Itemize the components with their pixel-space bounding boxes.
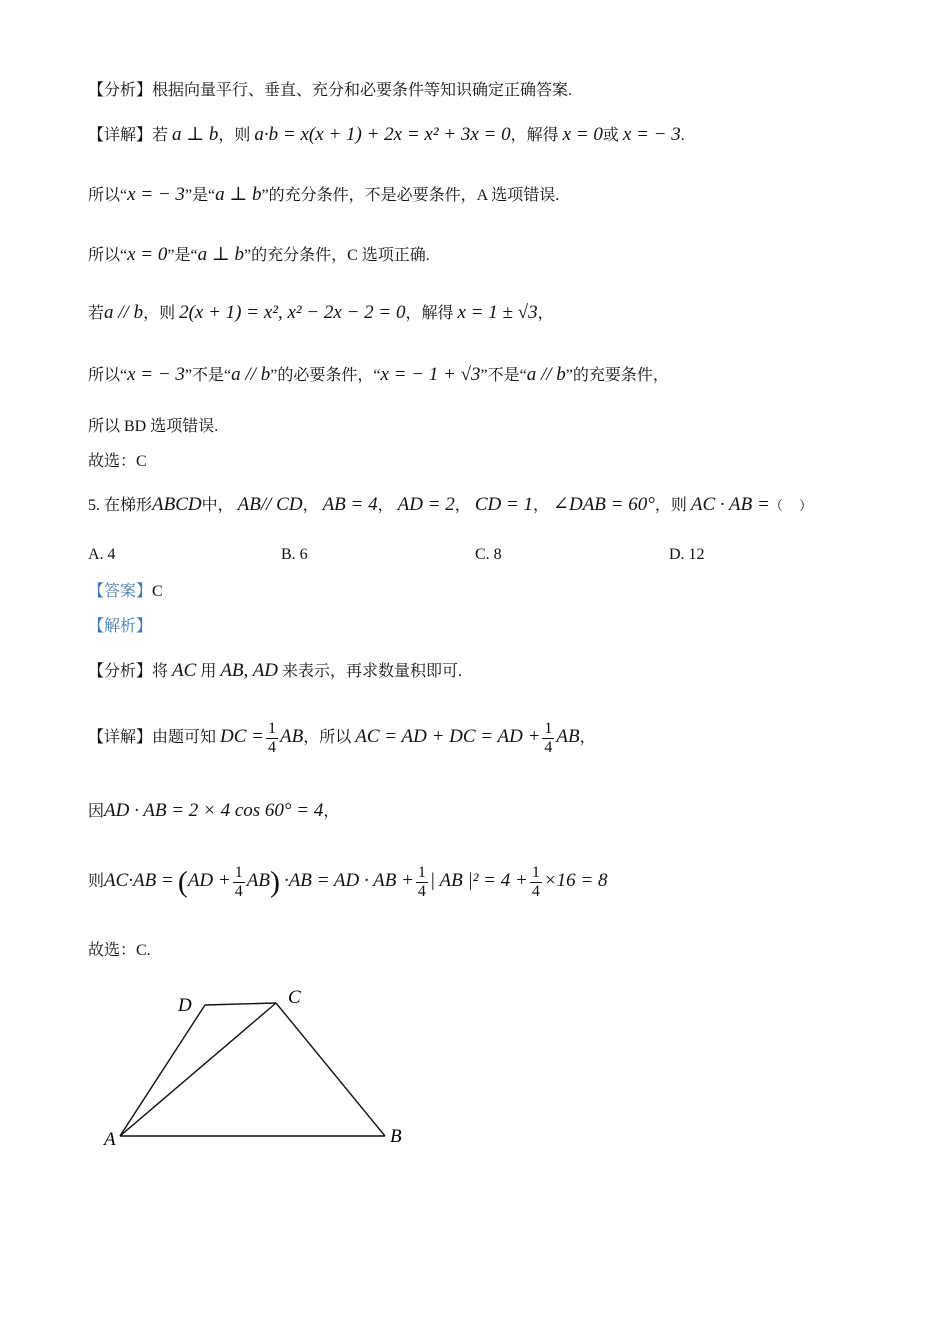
math-x2: x = − 1 + √3 <box>380 364 481 385</box>
math-rest: ×16 = 8 <box>543 870 608 892</box>
q5-detail-3 <box>88 864 607 901</box>
option-a: A. 4 <box>88 546 116 563</box>
fraction <box>233 864 245 901</box>
math-cond: a ⊥ b <box>215 184 262 205</box>
text: ，则 <box>654 497 687 514</box>
detail-tag: 【详解】 <box>88 127 153 144</box>
label-a: A <box>104 1129 116 1150</box>
text: 则 <box>88 873 105 891</box>
text: ”不是“ <box>184 367 232 384</box>
q4-line-6: 所以 BD 选项错误. <box>88 418 219 435</box>
text: 因 <box>88 803 105 820</box>
label-d: D <box>178 995 192 1016</box>
text: 中， <box>201 497 234 514</box>
text: ， <box>537 305 554 322</box>
frac-den: 4 <box>268 739 276 756</box>
math-eq: 2(x + 1) = x², x² − 2x − 2 = 0 <box>179 302 406 323</box>
q4-detail-line <box>88 124 685 147</box>
text: 若 <box>88 305 105 322</box>
math-ab: AB <box>246 870 270 892</box>
math-c5: ∠DAB = 60° <box>553 494 655 515</box>
q4-choose: 故选：C <box>88 453 147 470</box>
math-x: x = − 3 <box>127 364 185 385</box>
text: ， <box>323 803 340 820</box>
math-ac: AC·AB = <box>104 870 174 892</box>
text: 若 <box>152 127 169 144</box>
jiexi-tag: 【解析】 <box>88 618 153 635</box>
text: 或 <box>602 127 619 144</box>
q4-line-4 <box>88 302 554 325</box>
math-ac: AC = AD + DC = AD + <box>355 726 541 748</box>
math-ad: AD + <box>187 870 231 892</box>
text: ，所以 <box>303 729 352 747</box>
answer-tag: 【答案】 <box>88 583 153 600</box>
fraction <box>266 720 278 757</box>
text: 所以“ <box>88 247 128 264</box>
math-ab: AB <box>556 726 580 748</box>
math-c1: AB// CD <box>237 494 303 515</box>
q5-analysis <box>88 660 462 683</box>
fraction <box>530 864 542 901</box>
math-eq: AD · AB = 2 × 4 cos 60° = 4 <box>104 800 324 821</box>
math-expr: AC · AB = <box>690 494 770 515</box>
math-x: x = 0 <box>127 244 168 265</box>
math-eq: a·b = x(x + 1) + 2x = x² + 3x = 0 <box>254 124 511 145</box>
label-c: C <box>288 987 301 1008</box>
text: ”是“ <box>184 187 216 204</box>
math-c2: AB = 4 <box>322 494 378 515</box>
answer-value: C <box>152 583 163 600</box>
q5-stem <box>88 494 812 517</box>
text: ”不是“ <box>480 367 527 384</box>
text: ， <box>533 497 550 514</box>
text: ”的充分条件，C 选项正确. <box>243 247 430 264</box>
edge-cb <box>276 1003 385 1136</box>
frac-den: 4 <box>531 883 540 900</box>
math-cond: a // b <box>526 364 566 385</box>
math-x: x = 1 ± √3 <box>457 302 538 323</box>
text: . <box>680 127 685 144</box>
q4-line-2 <box>88 184 559 207</box>
math-x: x = − 3 <box>127 184 185 205</box>
math-x2: x = − 3 <box>622 124 681 145</box>
analysis-text: 根据向量平行、垂直、充分和必要条件等知识确定正确答案. <box>152 82 573 99</box>
q4-analysis-line <box>88 80 572 102</box>
math-ab-ad: AB, AD <box>220 660 279 681</box>
text: 所以“ <box>88 367 128 384</box>
math-cond: a ⊥ b <box>172 124 219 145</box>
text: ，则 <box>143 305 176 322</box>
text: ， <box>454 497 471 514</box>
detail-tag: 【详解】 <box>88 729 153 747</box>
frac-num: 1 <box>268 720 276 737</box>
analysis-tag: 【分析】 <box>88 82 153 99</box>
math-c4: CD = 1 <box>474 494 534 515</box>
text: 所以“ <box>88 187 128 204</box>
math-x1: x = 0 <box>562 124 603 145</box>
paren-close: ) <box>269 865 280 899</box>
edge-ad <box>120 1005 205 1136</box>
frac-num: 1 <box>531 864 540 881</box>
text: 由题可知 <box>152 729 217 747</box>
text: 将 <box>152 663 169 680</box>
math-cond: a // b <box>231 364 271 385</box>
math-rest: ·AB = AD · AB + <box>283 870 414 892</box>
frac-den: 4 <box>234 883 243 900</box>
text: ，解得 <box>510 127 559 144</box>
frac-num: 1 <box>234 864 243 881</box>
text: ”的充分条件，不是必要条件，A 选项错误. <box>261 187 560 204</box>
text: 来表示，再求数量积即可. <box>282 663 463 680</box>
frac-num: 1 <box>544 720 553 737</box>
math-ab: AB <box>280 726 304 748</box>
math-ac: AC <box>172 660 197 681</box>
answer-paren: （ ） <box>769 498 813 513</box>
diagonal-ac <box>120 1003 276 1136</box>
math-cond: a ⊥ b <box>197 244 244 265</box>
q5-detail-2 <box>88 800 339 823</box>
fraction <box>416 864 428 901</box>
option-c: C. 8 <box>475 546 502 563</box>
edge-dc <box>205 1003 276 1005</box>
text: 用 <box>200 663 217 680</box>
math-dc: DC = <box>220 726 264 748</box>
frac-num: 1 <box>417 864 426 881</box>
option-d: D. 12 <box>669 546 705 563</box>
option-b: B. 6 <box>281 546 308 563</box>
text: ，解得 <box>405 305 454 322</box>
q5-answer <box>88 581 163 603</box>
q5-detail-1 <box>88 720 596 757</box>
q5-choose: 故选：C. <box>88 942 151 959</box>
text: ， <box>579 729 596 747</box>
frac-den: 4 <box>544 739 553 756</box>
label-b: B <box>390 1126 402 1147</box>
q4-line-5 <box>88 364 669 387</box>
text: ”是“ <box>167 247 198 264</box>
math-abcd: ABCD <box>152 494 202 515</box>
text: 5. 在梯形 <box>88 497 153 514</box>
text: ，则 <box>218 127 251 144</box>
math-cond: a // b <box>104 302 144 323</box>
text: ”的必要条件，“ <box>270 367 381 384</box>
text: ”的充要条件， <box>565 367 669 384</box>
trapezoid-figure <box>100 985 420 1155</box>
fraction <box>542 720 554 757</box>
analysis-tag: 【分析】 <box>88 663 153 680</box>
math-rest: | AB |² = 4 + <box>429 870 528 892</box>
paren-open: ( <box>177 865 188 899</box>
frac-den: 4 <box>417 883 426 900</box>
q4-line-3 <box>88 244 430 267</box>
text: ， <box>302 497 319 514</box>
math-c3: AD = 2 <box>397 494 455 515</box>
text: ， <box>377 497 394 514</box>
